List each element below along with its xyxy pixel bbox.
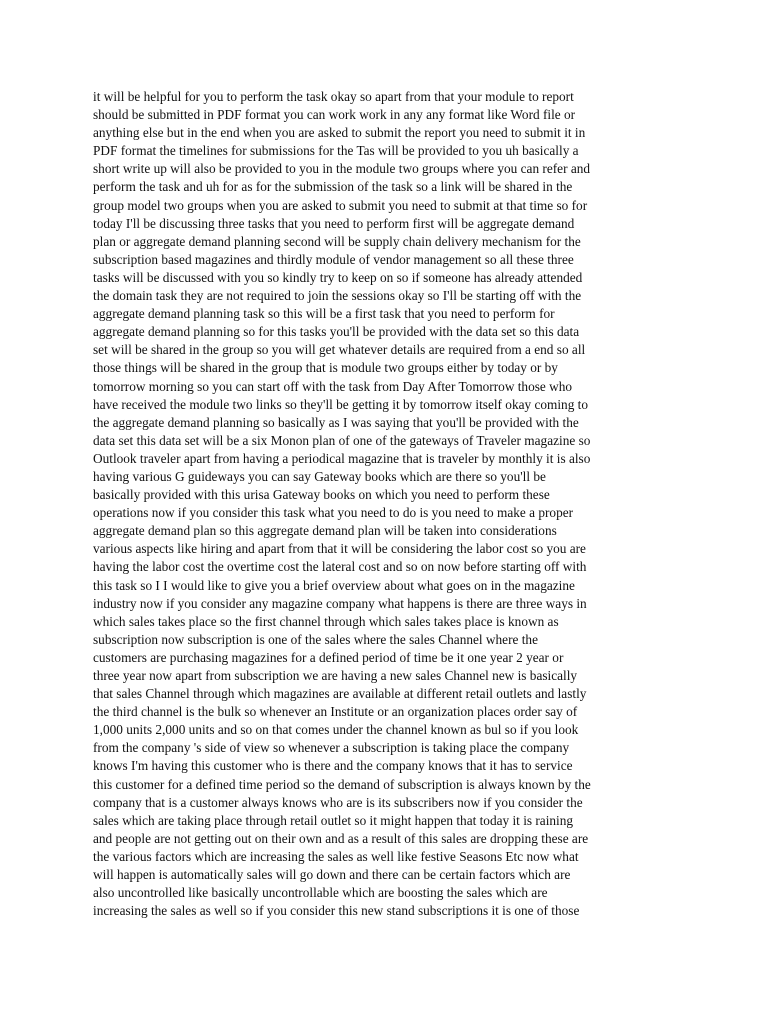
text-line: subscription now subscription is one of the sales where the sales Channel where the <box>93 631 538 647</box>
text-line: Outlook traveler apart from having a periodical magazine that is traveler by monthly it is also <box>93 450 591 466</box>
text-line: which sales takes place so the first channel through which sales takes place is known as <box>93 613 559 629</box>
text-line: from the company 's side of view so whenever a subscription is taking place the company <box>93 740 570 756</box>
text-line: data set this data set will be a six Monon plan of one of the gateways of Traveler magazine so <box>93 432 591 448</box>
text-line: various aspects like hiring and apart from that it will be considering the labor cost so you are <box>93 541 586 557</box>
text-line: customers are purchasing magazines for a defined period of time be it one year 2 year or <box>93 649 564 665</box>
text-line: plan or aggregate demand planning second will be supply chain delivery mechanism for the <box>93 233 581 249</box>
text-line: three year now apart from subscription we are having a new sales Channel new is basically <box>93 668 578 683</box>
text-line: group model two groups when you are asked to submit you need to submit at that time so for <box>93 197 588 213</box>
text-line: set will be shared in the group so you will get whatever details are required from a end so all <box>93 342 586 358</box>
text-line: tomorrow morning so you can start off with the task from Day After Tomorrow those who <box>93 378 573 394</box>
text-line: will happen is automatically sales will go down and there can be certain factors which are <box>93 867 571 883</box>
text-line: have received the module two links so they'll be getting it by tomorrow itself okay coming to <box>93 396 589 412</box>
text-line: and people are not getting out on their own and as a result of this sales are dropping these are <box>93 830 589 846</box>
text-line: having the labor cost the overtime cost the lateral cost and so on now before starting off with <box>93 559 587 575</box>
text-line: short write up will also be provided to you in the module two groups where you can refer and <box>93 161 591 177</box>
text-line: today I'll be discussing three tasks that you need to perform first will be aggregate demand <box>93 215 575 231</box>
text-line: the third channel is the bulk so whenever an Institute or an organization places order say of <box>93 704 578 720</box>
transcript-paragraph <box>93 88 683 920</box>
text-line: the domain task they are not required to join the sessions okay so I'll be starting off with the <box>93 288 582 304</box>
text-line: PDF format the timelines for submissions for the Tas will be provided to you uh basically a <box>93 143 579 159</box>
text-line: perform the task and uh for as for the submission of the task so a link will be shared in the <box>93 179 573 195</box>
text-line: industry now if you consider any magazine company what happens is there are three ways in <box>93 595 587 611</box>
text-line: aggregate demand planning task so this will be a first task that you need to perform for <box>93 306 555 322</box>
text-line: this task so I I would like to give you a brief overview about what goes on in the magazine <box>93 577 575 593</box>
text-line: knows I'm having this customer who is there and the company knows that it has to service <box>93 758 573 774</box>
text-line: should be submitted in PDF format you can work work in any any format like Word file or <box>93 107 576 123</box>
text-line: aggregate demand plan so this aggregate demand plan will be taken into considerations <box>93 523 557 539</box>
text-line: tasks will be discussed with you so kindly try to keep on so if someone has already attended <box>93 269 583 285</box>
text-line: 1,000 units 2,000 units and so on that comes under the channel known as bul so if you look <box>93 722 579 738</box>
text-line: that sales Channel through which magazines are available at different retail outlets and lastly <box>93 686 587 702</box>
text-line: having various G guideways you can say Gateway books which are there so you'll be <box>93 468 546 484</box>
text-line: sales which are taking place through retail outlet so it might happen that today it is raining <box>93 812 574 828</box>
text-line: anything else but in the end when you are asked to submit the report you need to submit it in <box>93 125 586 141</box>
text-line: basically provided with this urisa Gateway books on which you need to perform these <box>93 487 550 503</box>
text-line: increasing the sales as well so if you consider this new stand subscriptions it is one of those <box>93 903 580 919</box>
text-line: operations now if you consider this task what you need to do is you need to make a proper <box>93 505 574 521</box>
text-line: also uncontrolled like basically uncontrollable which are boosting the sales which are <box>93 885 548 901</box>
text-line: the aggregate demand planning so basically as I was saying that you'll be provided with the <box>93 414 579 430</box>
text-line: it will be helpful for you to perform the task okay so apart from that your module to report <box>93 89 574 104</box>
text-line: company that is a customer always knows who are is its subscribers now if you consider the <box>93 794 583 810</box>
text-line: aggregate demand planning so for this tasks you'll be provided with the data set so this data <box>93 324 580 340</box>
text-line: this customer for a defined time period so the demand of subscription is always known by the <box>93 776 591 792</box>
text-line: subscription based magazines and thirdly module of vendor management so all these three <box>93 251 574 267</box>
text-line: those things will be shared in the group that is module two groups either by today or by <box>93 360 558 376</box>
text-line: the various factors which are increasing the sales as well like festive Seasons Etc now what <box>93 848 579 864</box>
